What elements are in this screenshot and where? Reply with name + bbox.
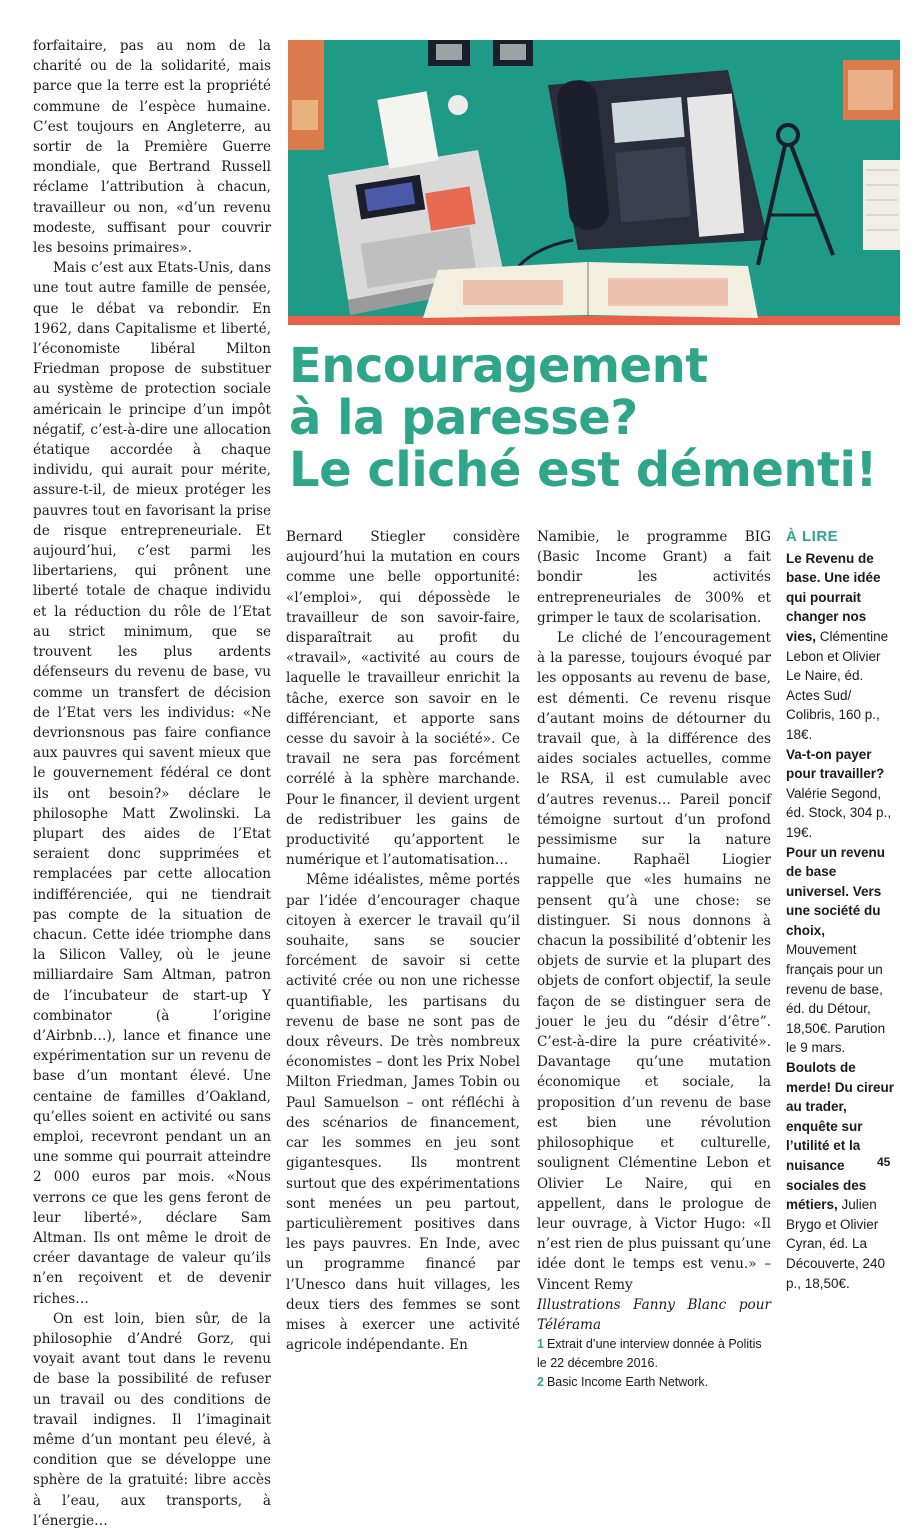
footnote [537, 1335, 771, 1373]
book-details: Clémentine Lebon et Olivier Le Naire, éd. Actes Sud/ Colibris, 160 p., 18€. [786, 628, 889, 742]
book-entry [786, 1058, 898, 1293]
footnote-number: 2 [537, 1375, 544, 1390]
book-title: Va-t-on payer pour travailler? [786, 746, 885, 782]
book-title: Le Revenu de base. Une idée qui pourrait changer nos vies, [786, 550, 881, 644]
paragraph: On est loin, bien sûr, de la philosophie d’André Gorz, qui voyait avant tout dans le revenu de base la possibilité de refuser un travail ou des conditions de travail indignes. Il l’imaginait même d’un montant peu élevé, à condition que se développe une sphère de la gratuité: libre accès à l’eau, aux transports, à l’énergie… [33, 1310, 271, 1529]
illustration-credit: Illustrations Fanny Blanc pour Télérama [537, 1296, 771, 1333]
office-illustration [288, 40, 900, 325]
book-details: Julien Brygo et Olivier Cyran, éd. La Découverte, 240 p., 18,50€. [786, 1197, 886, 1291]
article-column-1 [33, 36, 271, 1531]
paragraph: Bernard Stiegler considère aujourd’hui la mutation en cours comme une belle opportunité: «l’emploi», qui dépossède le travailleur de son savoir-faire, disparaîtrait au profit du «travail», «activité au cours de laquelle le travailleur enrichit la tâche, exerce son savoir en le différenciant, et apporte sans cesse du savoir à la société». Ce travail ne sera pas forcément corrélé à la sphère marchande. Pour le financer, il devient urgent de redistribuer les gains de productivité qu’apportent le numérique et l’automatisation… [286, 529, 520, 869]
book-entry [786, 745, 898, 843]
box-shape [288, 40, 324, 150]
footnote-text: Basic Income Earth Network. [546, 1375, 709, 1390]
book-entry [786, 843, 898, 1059]
book-entry [786, 549, 898, 745]
article-column-2 [286, 527, 520, 1355]
headline-line: à la paresse? [289, 390, 638, 446]
footnote-text: Extrait d’une interview donnée à Politis le 22 décembre 2016. [537, 1337, 762, 1371]
paragraph: forfaitaire, pas au nom de la charité ou de la solidarité, mais parce que la terre est la propriété commune de l’espèce humaine. C’est toujours en Angleterre, au sortir de la Première Guerre mondiale, que Bertrand Russell réclame l’attribution à chacun, travailleur ou non, «d’un revenu modeste, suffisant pour couvrir les besoins primaires». [33, 38, 271, 257]
footnote-number: 1 [537, 1337, 544, 1352]
paragraph: Même idéalistes, même portés par l’idée d’encourager chaque citoyen à exercer le travail qu’il souhaite, sans se soucier forcément de savoir si cette activité crée ou non une richesse quantifiable, les partisans du revenu de base ne sont pas de doux rêveurs. De très nombreux économistes – dont les Prix Nobel Milton Friedman, James Tobin ou Paul Samuelson – ont réfléchi à des scénarios de financement, car les sommes en jeu sont gigantesques. Ils montrent surtout que des expérimentations sont menées un peu partout, particulièrement positives dans les pays pauvres. En Inde, avec un programme financé par l’Unesco dans huit villages, les deux tiers des femmes se sont mises à exercer une activité agricole indépendante. En [286, 872, 520, 1354]
book-title: Pour un revenu de base universel. Vers une société du choix, [786, 844, 886, 938]
page-number: 45 [877, 1155, 891, 1169]
headline [289, 340, 889, 496]
paragraph: Le cliché de l’encouragement à la paresse, toujours évoqué par les opposants au revenu de base, est démenti. Ce revenu risque d’autant moins de détourner du travail que, à la différence des aides sociales actuelles, comme le RSA, il est cumulable avec d’autres revenus… Pareil poncif témoigne surtout d’un profond pessimisme sur la nature humaine. Raphaël Liogier rappelle que «les humains ne pensent qu’à une chose: se distinguer. Si nous donnons à chacun la possibilité d’obtenir les objets de survie et la plupart des objets de confort objectif, la seule façon de se distinguer sera de jouer le jeu du “désir d’être”. C’est-à-dire la pure créativité». Davantage qu’une mutation économique et sociale, la proposition d’un revenu de base est bien une révolution philosophique et culturelle, soulignent Clémentine Lebon et Olivier Le Naire, qui en appellent, dans le prologue de leur ouvrage, à Victor Hugo: «Il n’est rien de plus puissant qu’une idée dont le temps est venu.» – Vincent Remy [537, 630, 771, 1293]
book-details: Mouvement français pour un revenu de base, éd. du Détour, 18,50€. Parution le 9 mars. [786, 942, 886, 1056]
reading-sidebar [786, 527, 898, 1293]
paragraph: Namibie, le programme BIG (Basic Income Grant) a fait bondir les activités entrepreneuriales de 300% et grimper le taux de scolarisation. [537, 529, 771, 626]
headline-line: Encouragement [289, 338, 708, 394]
ledger-book-icon [423, 262, 758, 318]
footnote [537, 1373, 771, 1392]
book-details: Valérie Segond, éd. Stock, 304 p., 19€. [786, 785, 892, 840]
headline-line: Le cliché est démenti! [289, 442, 877, 498]
paragraph: Mais c’est aux Etats-Unis, dans une tout autre famille de pensée, que le débat va rebondir. En 1962, dans Capitalisme et liberté, l’économiste libéral Milton Friedman propose de substituer au système de protection sociale américain le principe d’un impôt négatif, c’est-à-dire une allocation étatique accordée à chaque individu, qui aurait pour mérite, assure-t-il, de mieux protéger les pauvres tout en favorisant la prise de risque entrepreneuriale. Et aujourd’hui, c’est parmi les libertariens, qui prônent une liberté totale de chaque individu et la réduction du rôle de l’Etat au strict minimum, que se trouvent les plus ardents défenseurs du revenu de base, vu comme un transfert de décision de l’Etat vers les individus: «Ne devrionsnous pas faire confiance aux pauvres qui savent mieux que le gouvernement fédéral ce dont ils ont besoin?» déclare le philosophe Matt Zwolinski. La plupart des aides de l’Etat seraient donc supprimées et remplacées par cette allocation indifférenciée, qui ne tiendrait pas compte de la situation de chacun. Cette idée triomphe dans la Silicon Valley, où le jeune milliardaire Sam Altman, patron de l’incubateur de start-up Y combinator (à l’origine d’Airbnb…), lance et finance une expérimentation sur un revenu de base d’un montant élevé. Une centaine de familles d’Oakland, qu’elles soient en activité ou sans emploi, recevront pendant un an une somme qui pourrait atteindre 2 000 euros par mois. «Nous verrons ce que les gens feront de leur liberté», déclare Sam Altman. Ils ont même le droit de créer davantage de valeur qu’ils n’en reçoivent et de devenir riches… [33, 260, 271, 1307]
paper-stack [863, 160, 900, 250]
article-column-3 [537, 527, 771, 1392]
sidebar-label: À LIRE [786, 528, 839, 545]
book-title: Boulots de merde! Du cireur au trader, enquête sur l’utilité et la nuisance sociales des métiers, [786, 1060, 895, 1213]
